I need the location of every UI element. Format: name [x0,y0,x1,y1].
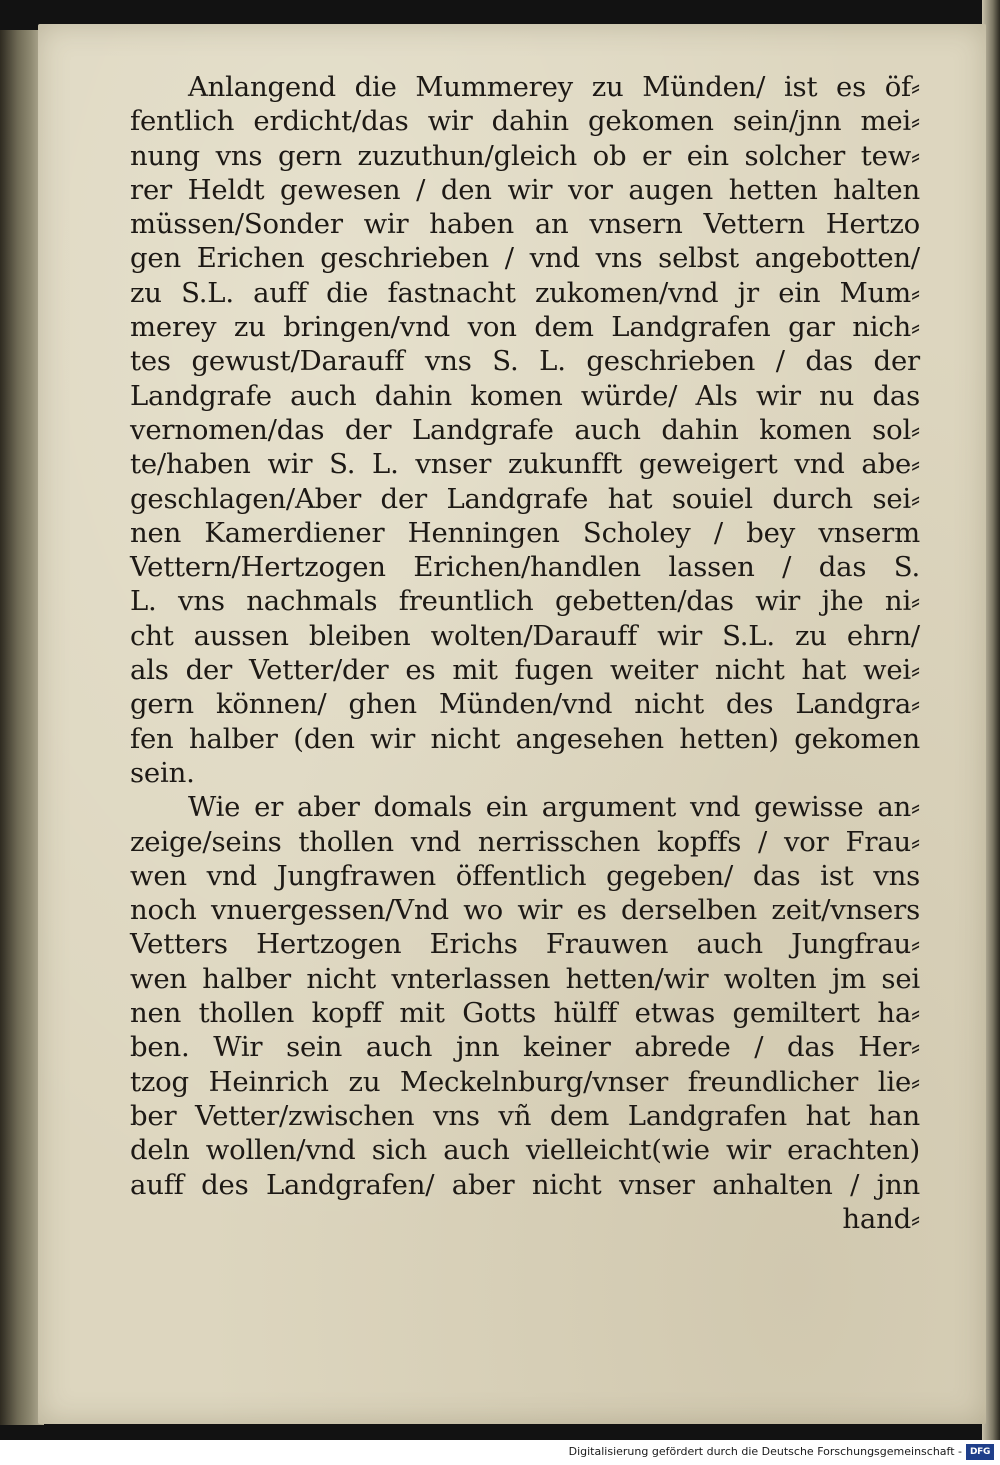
text-line: L. vns nachmals freuntlich gebetten/das wir jhe ni⸗ [130,585,920,618]
text-line: Vetters Hertzogen Erichs Frauwen auch Jungfrau⸗ [130,928,920,961]
text-line: auff des Landgrafen/ aber nicht vnser anhalten / jnn [130,1168,920,1201]
text-line: nung vns gern zuzuthun/gleich ob er ein solcher tew⸗ [130,139,920,172]
text-line: merey zu bringen/vnd von dem Landgrafen gar nich⸗ [130,311,920,344]
text-line: ber Vetter/zwischen vns vñ dem Landgrafen hat han [130,1099,920,1132]
text-line: geschlagen/Aber der Landgrafe hat souiel durch sei⸗ [130,482,920,515]
text-line: te/haben wir S. L. vnser zukunfft geweigert vnd abe⸗ [130,448,920,481]
document-text [130,70,920,1236]
text-line: ben. Wir sein auch jnn keiner abrede / das Her⸗ [130,1031,920,1064]
text-line: gen Erichen geschrieben / vnd vns selbst angebotten/ [130,242,920,275]
text-line: zu S.L. auff die fastnacht zukomen/vnd jr ein Mum⸗ [130,276,920,309]
text-line: fentlich erdicht/das wir dahin gekomen sein/jnn mei⸗ [130,105,920,138]
text-line: cht aussen bleiben wolten/Darauff wir S.L. zu ehrn/ [130,619,920,652]
text-line: vernomen/das der Landgrafe auch dahin komen sol⸗ [130,413,920,446]
text-line: rer Heldt gewesen / den wir vor augen hetten halten [130,173,920,206]
text-line: nen thollen kopff mit Gotts hülff etwas gemiltert ha⸗ [130,997,920,1030]
text-line: zeige/seins thollen vnd nerrisschen kopffs / vor Frau⸗ [130,825,920,858]
text-line: tzog Heinrich zu Meckelnburg/vnser freundlicher lie⸗ [130,1065,920,1098]
text-line: Landgrafe auch dahin komen würde/ Als wir nu das [130,379,920,412]
text-line: sein. [130,756,195,789]
footer-bar [0,1440,1000,1465]
text-line: gern können/ ghen Münden/vnd nicht des Landgra⸗ [130,688,920,721]
text-line: wen vnd Jungfrawen öffentlich gegeben/ das ist vns [130,859,920,892]
text-line: Anlangend die Mummerey zu Münden/ ist es öf⸗ [188,71,920,103]
text-line: wen halber nicht vnterlassen hetten/wir wolten jm sei [130,962,920,995]
catchword: hand⸗ [842,1202,920,1235]
text-line: Wie er aber domals ein argument vnd gewisse an⸗ [188,791,920,824]
dfg-logo: DFG [966,1444,994,1460]
funding-notice: Digitalisierung gefördert durch die Deutsche Forschungsgemeinschaft - [568,1445,962,1458]
text-line: Vettern/Hertzogen Erichen/handlen lassen / das S. [130,551,920,584]
text-line: noch vnuergessen/Vnd wo wir es derselben zeit/vnsers [130,894,920,927]
text-line: deln wollen/vnd sich auch vielleicht(wie wir erachten) [130,1134,920,1167]
text-line: nen Kamerdiener Henningen Scholey / bey vnserm [130,516,920,549]
text-line: tes gewust/Darauff vns S. L. geschrieben / das der [130,345,920,378]
text-line: fen halber (den wir nicht angesehen hetten) gekomen [130,722,920,755]
text-line: als der Vetter/der es mit fugen weiter nicht hat wei⸗ [130,654,920,687]
text-line: müssen/Sonder wir haben an vnsern Vettern Hertzo [130,208,920,241]
